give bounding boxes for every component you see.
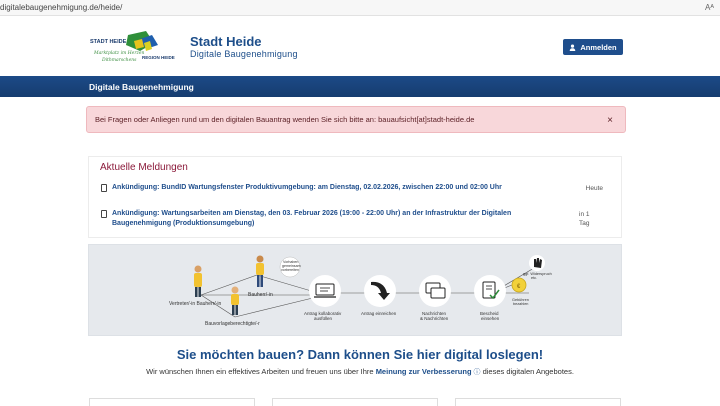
step3-label: & Nachrichten [420,316,449,321]
vorhaben-text: vorbereiten [281,268,299,272]
bauherr-label: Bauherr/-in [248,292,273,298]
widerspruch-label: ggf. Widerspruch [523,272,552,276]
news-item-date [579,210,593,228]
messages-icon [419,275,451,307]
vorhaben-text: Vorhaben [283,260,299,264]
user-icon [569,44,576,51]
site-header [0,16,720,76]
decision-document-icon [474,275,506,307]
login-button[interactable] [563,39,623,55]
gebuehren-label: Gebühren [512,298,529,302]
person-bauherr-icon [256,256,264,288]
site-title: Stadt Heide [190,34,262,49]
person-bauvorlage-icon [231,287,239,316]
feedback-link[interactable]: Meinung zur Verbesserung [375,367,472,376]
news-heading: Aktuelle Meldungen [100,162,188,173]
logo-text-right: REGION HEIDE [142,55,175,60]
widerspruch-label: etc. [531,276,538,280]
document-icon [101,184,107,192]
news-panel [88,156,622,238]
info-alert [86,106,626,133]
news-item[interactable] [101,183,571,193]
step2-label: Antrag einreichen [361,311,397,316]
hero-sub-text: Wir wünschen Ihnen ein effektives Arbeiten und freuen uns über Ihre [146,367,376,376]
news-item-date: Heute [585,185,603,192]
news-item-link[interactable]: Ankündigung: BundID Wartungsfenster Produktivumgebung: am Dienstag, 02.02.2026, zwischen 22:00 und 02:00 Uhr [112,184,502,191]
coin-icon [512,278,526,292]
document-icon [101,210,107,218]
close-icon[interactable]: × [607,115,613,126]
nav-title[interactable]: Digitale Baugenehmigung [89,81,194,92]
objection-hand-icon [529,255,545,271]
info-circle-icon: ⓘ [471,369,481,376]
gebuehren-label: bezahlen [513,302,529,306]
url-text[interactable]: digitalebaugenehmigung.de/heide/ [0,3,123,12]
news-date-line1: in 1 [579,211,590,218]
news-item[interactable] [101,209,571,229]
login-button-label: Anmelden [580,42,617,52]
news-item-link[interactable]: Ankündigung: Wartungsarbeiten am Dienstag, den 03. Februar 2026 (19:00 - 22:00 Uhr) an der Infrastruktur der Digitalen Baugenehmigung (Produktionsumgebung) [112,210,512,227]
hero-subtitle [0,367,720,377]
logo-text-left: STADT HEIDE [90,39,127,45]
vertreter-label: Vertreter/-in Bauherr/-in [169,301,222,307]
step3-label: Nachrichten [422,311,447,316]
vorhaben-text: gemeinsam [282,264,301,268]
cards-row [0,398,720,405]
laptop-form-icon [309,275,341,307]
hero-title: Sie möchten bauen? Dann können Sie hier digital loslegen! [176,347,544,362]
step1-label: Antrag kollaborativ [304,311,342,316]
svg-text:€: € [517,284,521,290]
news-date-line2: Tag [579,220,590,227]
step1-label: ausfüllen [314,316,333,321]
submit-arrow-icon [364,275,396,307]
alert-text: Bei Fragen oder Anliegen rund um den digitalen Bauantrag wenden Sie sich bitte an: bauaufsicht[at]stadt-heide.de [95,115,475,124]
main-nav [0,76,720,97]
browser-address-bar[interactable] [0,0,720,16]
reader-view-icon[interactable]: Aᴬ [705,3,714,12]
stadt-heide-logo[interactable] [88,29,180,67]
logo-script-2: Dithmarschens [102,58,137,63]
process-illustration [88,244,622,336]
logo-script: Marktplatz im Herzen [94,51,145,56]
step4-label: Bescheid [480,311,499,316]
bauvorlage-label: Bauvorlageberechtigte/-r [205,321,260,327]
person-vertreter-icon [194,266,202,298]
hero-sub-text: dieses digitalen Angebotes. [480,367,574,376]
site-subtitle: Digitale Baugenehmigung [190,49,298,59]
step4-label: einsehen [481,316,500,321]
